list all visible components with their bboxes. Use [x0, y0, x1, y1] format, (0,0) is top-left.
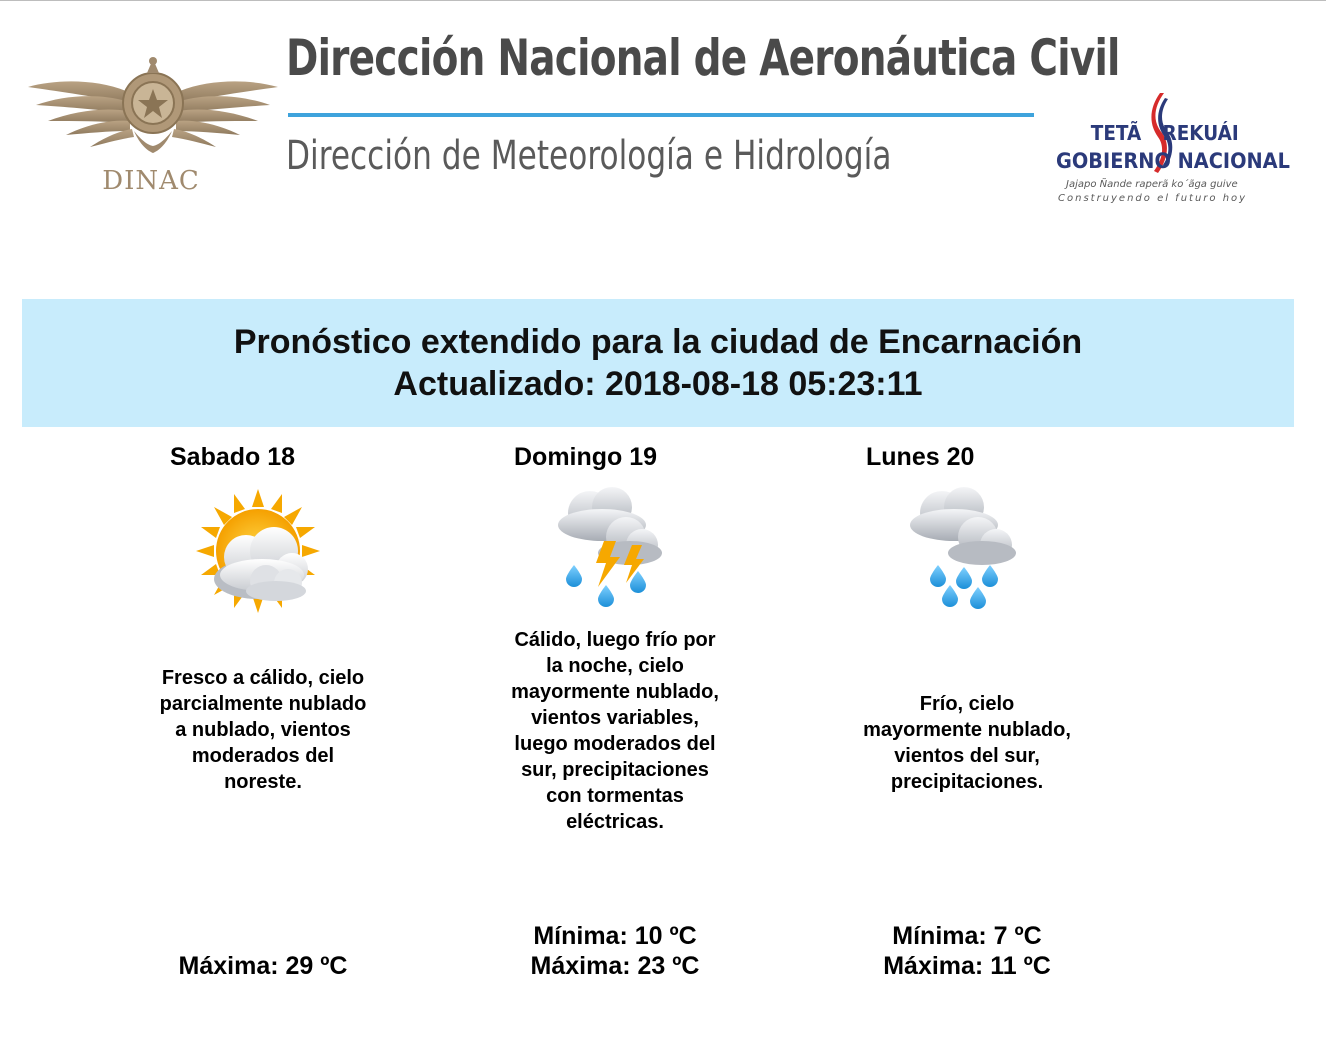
forecast-description: Fresco a cálido, cielo parcialmente nublado a nublado, vientos moderados del noreste. — [159, 667, 367, 793]
day-column-2 — [510, 439, 730, 999]
forecast-description: Cálido, luego frío por la noche, cielo mayormente nublado, vientos variables, luego moderados del sur, precipitaciones con tormentas eléctricas. — [511, 629, 719, 833]
main-title: Dirección Nacional de Aeronáutica Civil — [286, 29, 1120, 87]
header — [0, 1, 1326, 231]
day-name: Lunes 20 — [866, 443, 975, 471]
government-logo-tetã: TETÃ — [1090, 121, 1142, 145]
day-name: Domingo 19 — [514, 443, 658, 471]
thunderstorm-rain-icon — [546, 479, 686, 619]
sub-title: Dirección de Meteorología e Hidrología — [286, 133, 892, 179]
max-temperature: Máxima: 29 ºC — [178, 952, 348, 980]
dinac-logo — [26, 51, 280, 201]
min-temperature: Mínima: 7 ºC — [892, 922, 1042, 950]
day-column-1 — [158, 439, 378, 999]
government-logo-line3: Jajapo Ñande raperã ko´ãga guive — [1066, 179, 1238, 190]
day-column-3 — [862, 439, 1082, 999]
sun-cloud-icon — [192, 487, 332, 627]
forecast-description: Frío, cielo mayormente nublado, vientos del sur, precipitaciones. — [863, 693, 1071, 793]
cloud-rain-icon — [898, 481, 1038, 621]
government-logo-line2: GOBIERNO NACIONAL — [1056, 149, 1290, 173]
day-name: Sabado 18 — [170, 443, 296, 471]
government-logo — [1054, 93, 1290, 213]
government-logo-line4: Construyendo el futuro hoy — [1058, 193, 1248, 204]
max-temperature: Máxima: 23 ºC — [530, 952, 700, 980]
updated-timestamp: Actualizado: 2018-08-18 05:23:11 — [393, 365, 923, 403]
government-logo-rekuai: REKUÁI — [1162, 121, 1239, 145]
dinac-logo-text: DINAC — [102, 166, 200, 196]
max-temperature: Máxima: 11 ºC — [883, 952, 1051, 980]
forecast-banner — [22, 299, 1294, 427]
title-divider — [288, 113, 1034, 117]
winged-emblem-icon — [26, 51, 280, 171]
min-temperature: Mínima: 10 ºC — [533, 922, 697, 950]
forecast-title: Pronóstico extendido para la ciudad de Encarnación — [233, 323, 1083, 361]
